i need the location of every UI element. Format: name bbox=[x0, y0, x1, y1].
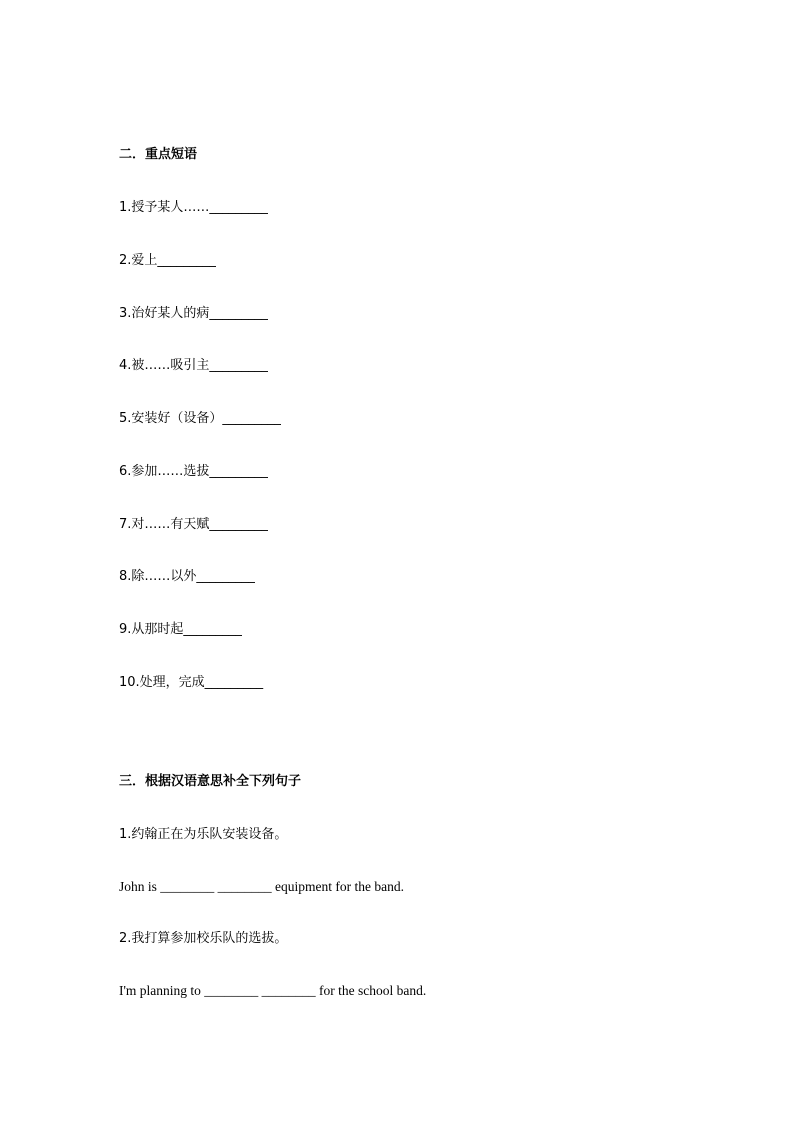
phrase-item-6: 6.参加……选拔_________ bbox=[119, 464, 268, 479]
phrase-item-10: 10.处理，完成_________ bbox=[119, 675, 264, 690]
sentence-2-chinese: 2.我打算参加校乐队的选拔。 bbox=[119, 931, 288, 946]
phrase-item-9: 9.从那时起_________ bbox=[119, 622, 242, 637]
phrase-item-7: 7.对……有天赋_________ bbox=[119, 517, 268, 532]
sentence-1-english: John is ________ ________ equipment for the band. bbox=[119, 879, 404, 894]
phrase-item-3: 3.治好某人的病_________ bbox=[119, 306, 268, 321]
phrase-item-2: 2.爱上_________ bbox=[119, 253, 216, 268]
sentence-1-chinese: 1.约翰正在为乐队安装设备。 bbox=[119, 827, 288, 842]
phrase-item-8: 8.除……以外_________ bbox=[119, 569, 255, 584]
phrase-item-4: 4.被……吸引主_________ bbox=[119, 358, 268, 373]
phrase-item-5: 5.安装好（设备）_________ bbox=[119, 411, 281, 426]
phrase-item-1: 1.授予某人……_________ bbox=[119, 200, 268, 215]
section2-heading: 二．重点短语 bbox=[119, 147, 198, 162]
sentence-2-english: I'm planning to ________ ________ for the school band. bbox=[119, 983, 427, 998]
section3-heading: 三．根据汉语意思补全下列句子 bbox=[119, 774, 302, 789]
